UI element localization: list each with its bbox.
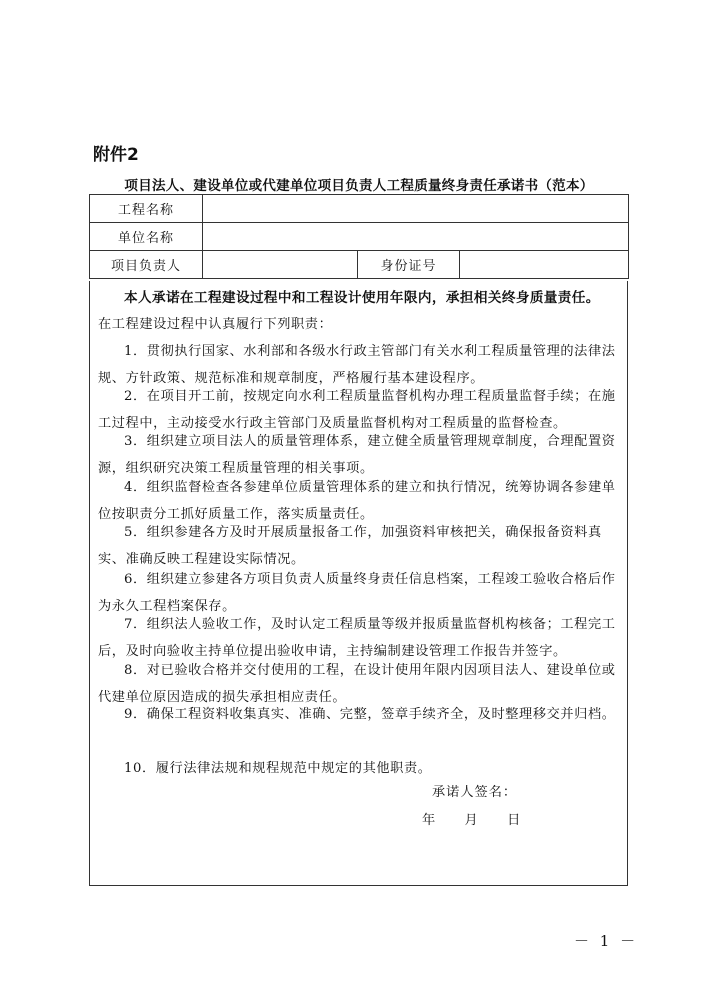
project-name-field[interactable] — [203, 195, 629, 223]
unit-name-field[interactable] — [203, 223, 629, 251]
duty-item-6: 6．组织建立参建各方项目负责人质量终身责任信息档案，工程竣工验收合格后作为永久工程档案保存。 — [98, 572, 616, 614]
project-name-label: 工程名称 — [90, 195, 203, 223]
duty-item-1: 1．贯彻执行国家、水利部和各级水行政主管部门有关水利工程质量管理的法律法规、方针政策、规范标准和规章制度，严格履行基本建设程序。 — [98, 344, 616, 386]
project-name-row — [90, 195, 629, 223]
duty-item-9: 9．确保工程资料收集真实、准确、完整，签章手续齐全，及时整理移交并归档。 — [124, 707, 616, 722]
duty-item-4: 4．组织监督检查各参建单位质量管理体系的建立和执行情况，统筹协调各参建单位按职责分工抓好质量工作，落实质量责任。 — [98, 480, 616, 522]
duty-item-10: 10．履行法律法规和规程规范中规定的其他职责。 — [124, 761, 432, 776]
info-table — [89, 194, 629, 279]
leader-field[interactable] — [203, 251, 358, 279]
duty-item-7: 7．组织法人验收工作，及时认定工程质量等级并报质量监督机构核备；工程完工后，及时向验收主持单位提出验收申请，主持编制建设管理工作报告并签字。 — [98, 617, 616, 659]
duty-item-3: 3．组织建立项目法人的质量管理体系，建立健全质量管理规章制度，合理配置资源，组织研究决策工程质量管理的相关事项。 — [98, 434, 616, 476]
duty-item-5: 5．组织参建各方及时开展质量报备工作，加强资料审核把关，确保报备资料真实、准确反映工程建设实际情况。 — [98, 525, 602, 567]
id-number-field[interactable] — [460, 251, 629, 279]
intro-line: 在工程建设过程中认真履行下列职责： — [98, 317, 333, 332]
document-title: 项目法人、建设单位或代建单位项目负责人工程质量终身责任承诺书（范本） — [124, 178, 594, 194]
unit-name-label: 单位名称 — [90, 223, 203, 251]
lead-statement: 本人承诺在工程建设过程中和工程设计使用年限内，承担相关终身质量责任。 — [124, 290, 600, 306]
duty-item-2: 2．在项目开工前，按规定向水利工程质量监督机构办理工程质量监督手续；在施工过程中，主动接受水行政主管部门及质量监督机构对工程质量的监督检查。 — [98, 389, 616, 431]
unit-name-row — [90, 223, 629, 251]
commitment-body — [89, 281, 628, 886]
id-number-label: 身份证号 — [358, 251, 460, 279]
leader-label: 项目负责人 — [90, 251, 203, 279]
attachment-label: 附件2 — [93, 145, 139, 165]
duty-item-8: 8．对已验收合格并交付使用的工程，在设计使用年限内因项目法人、建设单位或代建单位原因造成的损失承担相应责任。 — [98, 663, 616, 705]
leader-row — [90, 251, 629, 279]
page-number: － 1 － — [574, 932, 639, 950]
date-line: 年 月 日 — [422, 813, 522, 828]
signature-label: 承诺人签名： — [432, 785, 518, 800]
